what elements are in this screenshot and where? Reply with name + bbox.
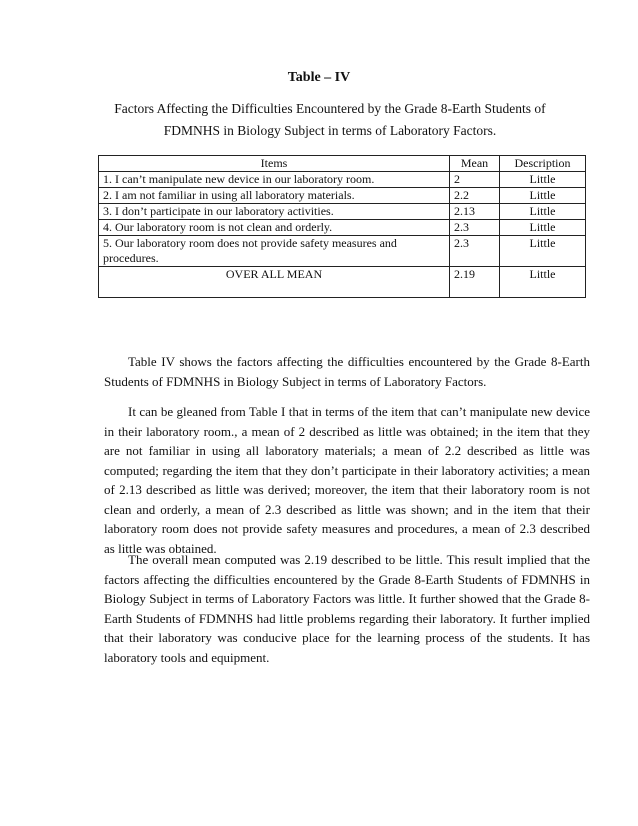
description-cell: Little xyxy=(500,220,586,236)
item-cell xyxy=(99,236,450,267)
item-cell: 2. I am not familiar in using all laboratory materials. xyxy=(99,188,450,204)
table-header-row xyxy=(99,156,586,172)
item-text-continued: procedures. xyxy=(103,251,159,265)
table-row xyxy=(99,236,586,267)
description-cell: Little xyxy=(500,236,586,267)
table-heading: Table – IV xyxy=(287,70,351,85)
table-row xyxy=(99,172,586,188)
mean-cell: 2 xyxy=(450,172,500,188)
description-header: Description xyxy=(500,156,586,172)
items-header: Items xyxy=(99,156,450,172)
description-cell: Little xyxy=(500,204,586,220)
factors-table xyxy=(98,155,586,298)
item-text: 5. Our laboratory room does not provide safety measures and xyxy=(103,236,397,250)
overall-mean-label: OVER ALL MEAN xyxy=(99,267,450,298)
overall-description: Little xyxy=(500,267,586,298)
description-cell: Little xyxy=(500,172,586,188)
mean-cell: 2.13 xyxy=(450,204,500,220)
table-row xyxy=(99,220,586,236)
table-caption: Factors Affecting the Difficulties Encountered by the Grade 8-Earth Students of FDMNHS in Biology Subject in terms of Laboratory Factors. xyxy=(114,101,546,138)
mean-cell: 2.3 xyxy=(450,236,500,267)
mean-cell: 2.3 xyxy=(450,220,500,236)
overall-mean-value: 2.19 xyxy=(450,267,500,298)
item-cell: 1. I can’t manipulate new device in our laboratory room. xyxy=(99,172,450,188)
item-cell: 3. I don’t participate in our laboratory activities. xyxy=(99,204,450,220)
paragraph-analysis: It can be gleaned from Table I that in terms of the item that can’t manipulate new device in their laboratory room., a mean of 2 described as little was obtained; in the item that they are not familiar in using all laboratory materials; a mean of 2.2 described as little was computed; regarding the item that they don’t participate in their laboratory activities; a mean of 2.13 described as little was derived; moreover, the item that their laboratory room is not clean and orderly, a mean of 2.3 described as little was shown; and in the item that their laboratory room does not provide safety measures and procedures, a mean of 2.3 described as little was obtained. xyxy=(104,404,590,556)
paragraph-conclusion: The overall mean computed was 2.19 described to be little. This result implied that the factors affecting the difficulties encountered by the Grade 8-Earth Students of FDMNHS in Biology Subject in terms of Laboratory Factors was little. It further showed that the Grade 8- Earth Students of FDMNHS had little problems regarding their laboratory. It further implied that their laboratory was conducive place for the learning process of the students. It has laboratory tools and equipment. xyxy=(104,552,590,665)
description-cell: Little xyxy=(500,188,586,204)
table-row xyxy=(99,204,586,220)
item-cell: 4. Our laboratory room is not clean and orderly. xyxy=(99,220,450,236)
overall-row xyxy=(99,267,586,298)
mean-header: Mean xyxy=(450,156,500,172)
table-row xyxy=(99,188,586,204)
paragraph-summary: Table IV shows the factors affecting the difficulties encountered by the Grade 8-Earth Students of FDMNHS in Biology Subject in terms of Laboratory Factors. xyxy=(104,354,590,389)
mean-cell: 2.2 xyxy=(450,188,500,204)
